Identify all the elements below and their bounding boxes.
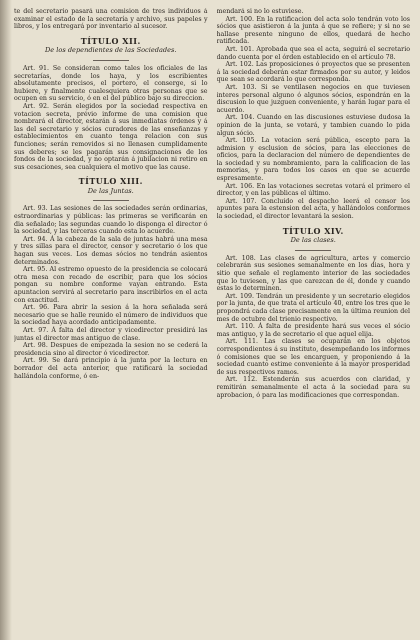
article-96: Art. 96. Para abrir la sesion á la hora señalada será necesario que se halle reunido el número de individuos que la sociedad haya acordado anticipadamente. [14, 304, 208, 327]
section-title-xiv: TÍTULO XIV. [282, 225, 344, 236]
article-110: Art. 110. Á falta de presidente hará sus veces el sócio mas antiguo, y la de secretario el que aquel elija. [216, 323, 410, 338]
article-93: Art. 93. Las sesiones de las sociedades serán ordinarias, estraordinarias y públicas: las primeras se verificarán en dia señalado; las segundas cuando lo disponga el director ó la sociedad, y las terceras cuando esta lo acuerde. [14, 205, 208, 236]
divider [295, 250, 331, 251]
section-title-xii: TÍTULO XII. [80, 35, 141, 46]
two-column-layout [14, 8, 410, 634]
article-92: Art. 92. Serán elegidos por la sociedad respectiva en votacion secreta, prévio informe de una comision que nombrará el director, estarán á sus inmediatas órdenes y á las del secretario y sócios curadores de las enseñanzas y establecimientos en cuanto tenga relacion con sus funciones; serán removidos si no llenasen cumplidamente sus deberes; se les pagarán sus consignaciones de los fondos de la sociedad, y no optarán á jubilacion ni retiro en sus cesaciones, sea cualquiera el motivo que las cause. [14, 102, 208, 171]
article-108: Art. 108. Las clases de agricultura, artes y comercio celebrarán sus sesiones semanalmente en los dias, hora y sitio que señale el reglamento interior de las sociedades que lo tuviesen, y las que carezcan de él, donde y cuando estas lo determinen. [216, 254, 410, 293]
article-91: Art. 91. Se consideran como tales los oficiales de las secretarías, donde los haya, y los escribientes absolutamente precisos, el portero, el conserge, si lo hubiere, y finalmente cualesquiera otras personas que se ocupen en su servicio, ó en el del público bajo su direccion. [14, 64, 208, 103]
section-subtitle-xii: De los dependientes de las Sociedades. [44, 46, 177, 55]
article-99: Art. 99. Se dará principio á la junta por la lectura en borrador del acta anterior, que ratificará la sociedad hallándola conforme, ó en- [14, 357, 208, 380]
article-103: Art. 103. Si se ventilasen negocios en que tuviesen interes personal alguno ó algunos sócios, espondrán en la discusion lo que juzguen conveniente, y harán lugar para el acuerdo. [216, 83, 410, 114]
article-94: Art. 94. Á la cabeza de la sala de juntas habrá una mesa y tres sillas para el director, censor y secretario ó los que hagan sus veces. Los demas sócios no tendrán asientos determinados. [14, 235, 208, 266]
section-subtitle-xiv: De las clases. [290, 236, 336, 245]
article-111: Art. 111. Las clases se ocuparán en los objetos correspondientes á su instituto, desempeñando los informes ó comisiones que se les encarguen, y proponiendo á la sociedad cuanto estime conveniente á la mayor prosperidad de sus respectivos ramos. [216, 338, 410, 376]
article-95: Art. 95. Al estremo opuesto de la presidencia se colocará otra mesa con recado de escribir, para que los sócios pongan su nombre conforme vayan entrando. Esta apuntacion servirá al secretario para inscribirlos en el acta con exactitud. [14, 266, 208, 304]
article-97: Art. 97. Á falta del director y vicedirector presidirá las juntas el director mas antiguo de clase. [14, 326, 208, 342]
article-102: Art. 102. Las proposiciones ó proyectos que se presenten á la sociedad deberán estar firmados por su autor, y leidos que sean se acordará lo que corresponda. [216, 61, 410, 84]
article-104: Art. 104. Cuando en las discusiones estuviese dudosa la opinion de la junta, se votará, y tambien cuando lo pida algun sócio. [216, 114, 410, 137]
divider [93, 60, 129, 61]
article-101: Art. 101. Aprobada que sea el acta, seguirá el secretario dando cuenta por el órden establecido en el artículo 78. [216, 45, 410, 61]
article-105: Art. 105. La votacion será pública, escepto para la admision y esclusion de sócios, para las elecciones de oficios, para la declaracion del número de dependientes de la sociedad y su nombramiento, para la calificacion de las memorias, y para todos los casos en que se acuerde espresamente. [216, 137, 410, 183]
article-107: Art. 107. Concluido el despacho leerá el censor los apuntes para la estension del acta, y hallándolos conformes la sociedad, el director levantará la sesion. [216, 197, 410, 221]
section-title-xiii: TÍTULO XIII. [78, 176, 143, 187]
right-column [217, 8, 411, 634]
left-column [14, 8, 208, 634]
article-98: Art. 98. Despues de empezada la sesion no se cederá la presidencia sino al director ó vicedirector. [14, 342, 208, 357]
divider [93, 200, 129, 201]
article-109: Art. 109. Tendrán un presidente y un secretario elegidos por la junta, de que trata el artículo 40, entre los tres que le propondrá cada clase precisamente en la última reunion del mes de octubre del trienio respectivo. [216, 292, 410, 323]
section-subtitle-xiii: De las Juntas. [87, 186, 134, 195]
paragraph-continued: te del secretario pasará una comision de tres individuos á examinar el estado de la secretaría y archivo, sus papeles y libros, y los entregará por inventario al sucesor. [14, 8, 208, 31]
article-106: Art. 106. En las votaciones secretas votará el primero el director, y en las públicas el último. [216, 182, 410, 198]
article-112: Art. 112. Estenderán sus acuerdos con claridad, y remitirán semanalmente el acta á la sociedad para su aprobacion, ó para las modificaciones que correspondan. [216, 376, 410, 399]
paragraph-continued: mendará si no lo estuviese. [216, 8, 304, 15]
article-100: Art. 100. En la ratificacion del acta solo tendrán voto los sócios que asistieron á la junta á que se refiere; y si no se hallase presente ninguno de ellos, quedará de hecho ratificada. [216, 15, 410, 46]
